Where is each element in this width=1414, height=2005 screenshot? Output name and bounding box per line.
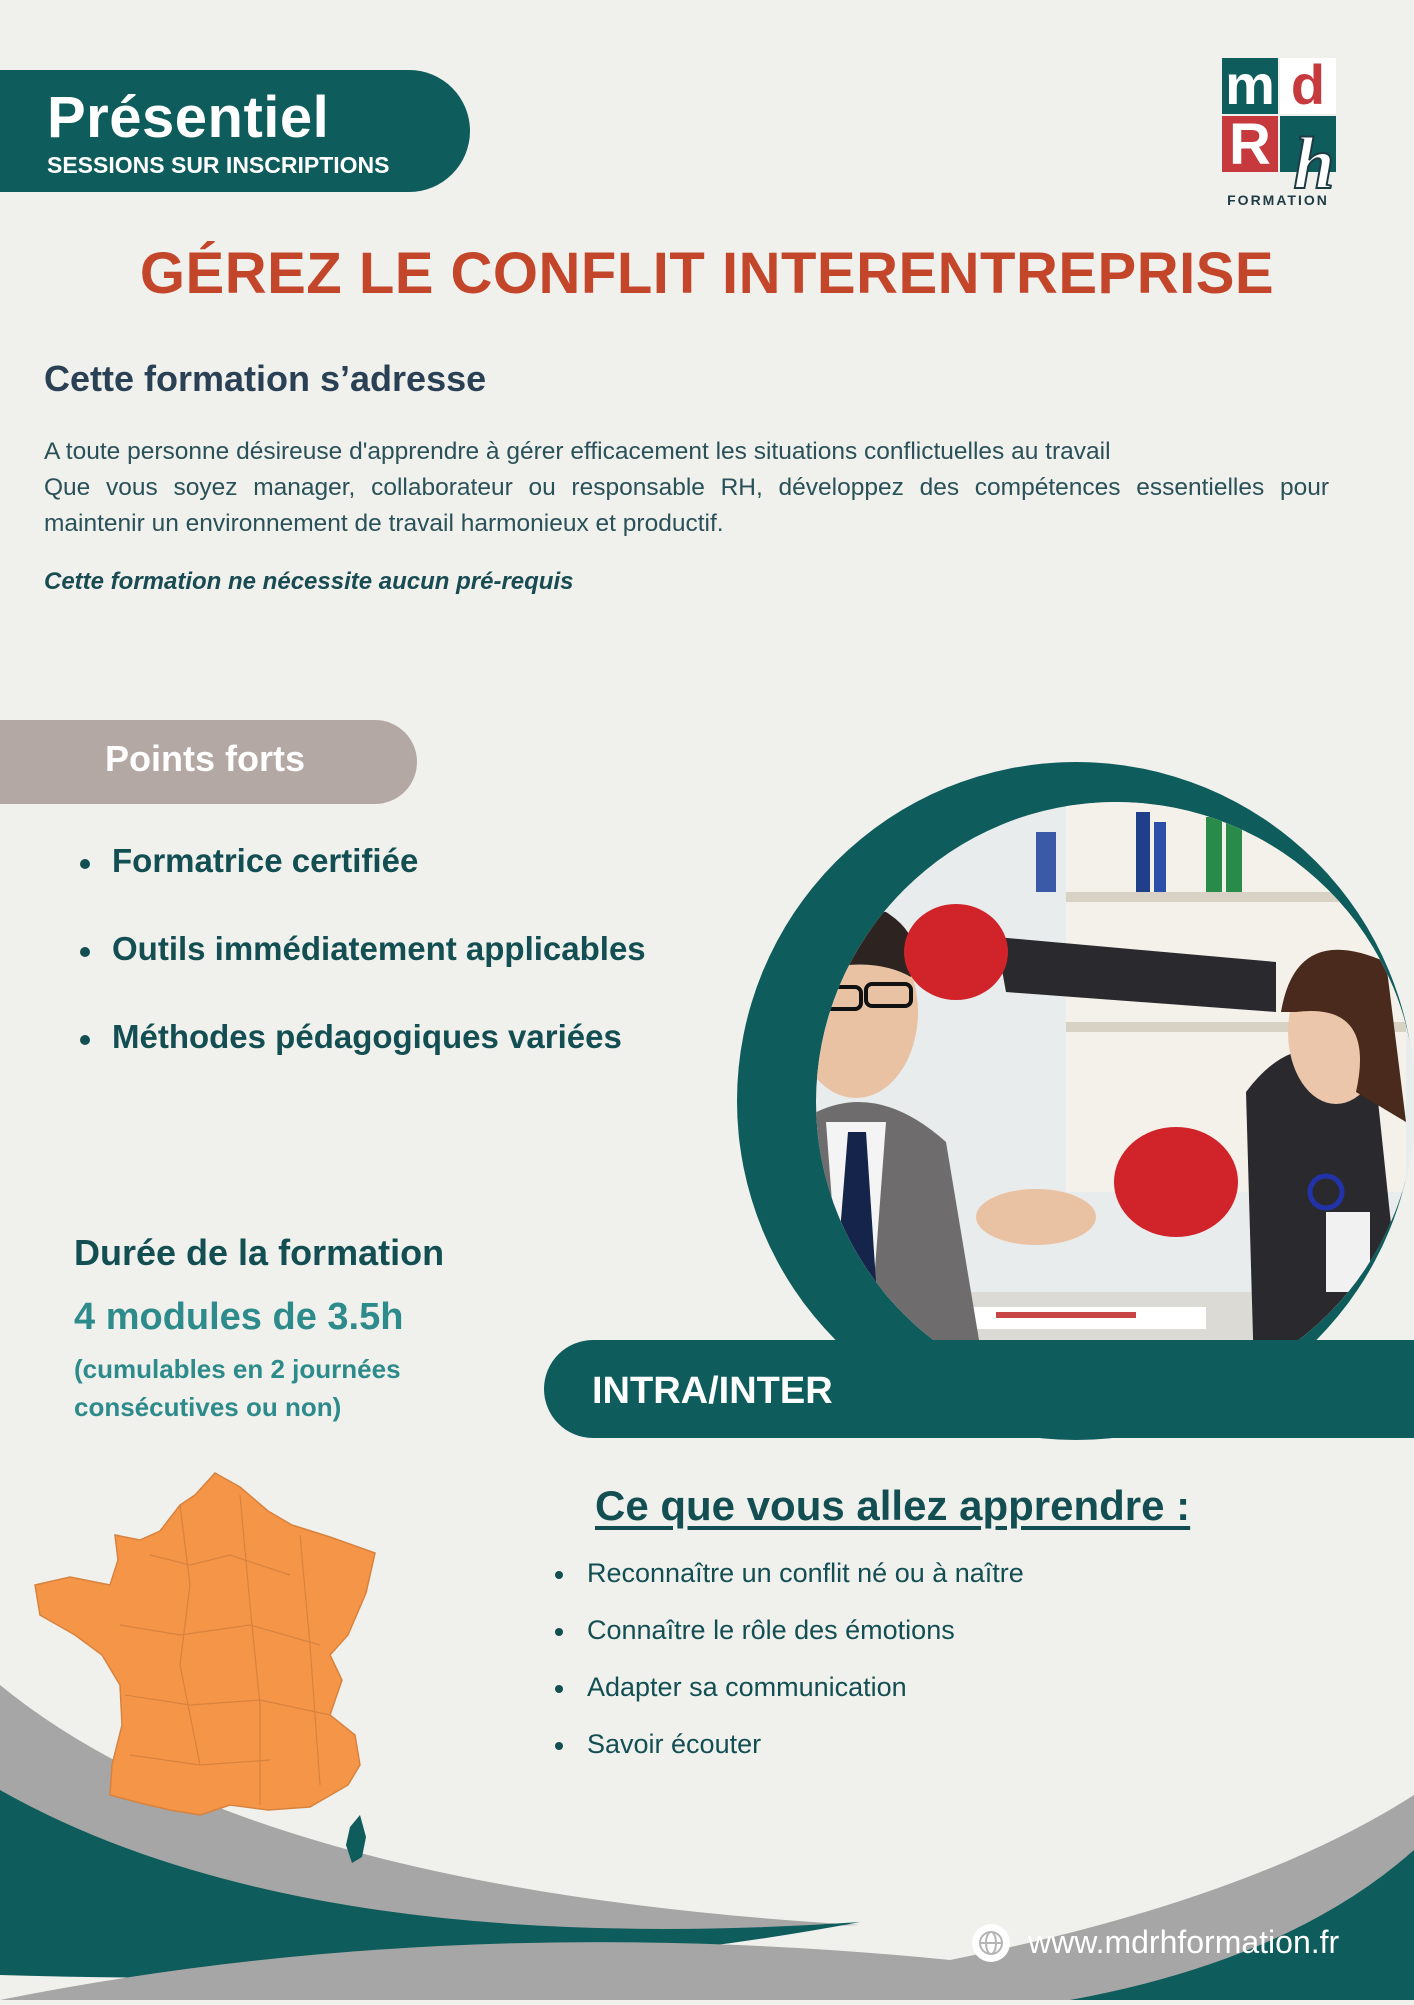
logo-letter-h: h — [1293, 123, 1335, 192]
logo-letter-r: R — [1229, 112, 1271, 177]
duration-note: (cumulables en 2 journées consécutives ou non) — [74, 1354, 401, 1422]
strength-item: Formatrice certifiée — [70, 842, 646, 930]
format-bar — [544, 1340, 1414, 1438]
duration-value: 4 modules de 3.5h — [74, 1296, 404, 1338]
audience-line-1: A toute personne désireuse d'apprendre à gérer efficacement les situations conflictuelles au travail — [44, 438, 1111, 465]
strengths-label: Points forts — [105, 738, 306, 779]
presentiel-badge — [0, 70, 470, 192]
globe-icon — [972, 1924, 1010, 1962]
strength-item: Outils immédiatement applicables — [70, 930, 646, 1018]
audience-heading: Cette formation s’adresse — [44, 358, 487, 399]
strengths-label-pill — [0, 720, 417, 804]
badge-title: Présentiel — [47, 85, 330, 150]
logo-mark — [1208, 56, 1348, 192]
learn-heading: Ce que vous allez apprendre : — [595, 1482, 1191, 1529]
audience-line-2: Que vous soyez manager, collaborateur ou responsable RH, développez des compétences essentielles pour maintenir un environnement de travail harmonieux et productif. — [44, 474, 1329, 537]
format-label: INTRA/INTER — [592, 1370, 833, 1412]
duration-heading: Durée de la formation — [74, 1232, 445, 1273]
learn-item: Savoir écouter — [555, 1729, 1024, 1786]
learn-item: Connaître le rôle des émotions — [555, 1615, 1024, 1672]
mdrh-logo — [1208, 56, 1348, 216]
logo-letter-m: m — [1225, 56, 1275, 116]
audience-description — [44, 434, 1329, 542]
prerequisite-note: Cette formation ne nécessite aucun pré-requis — [44, 568, 574, 595]
conflict-photo — [736, 762, 1414, 1440]
strength-item: Méthodes pédagogiques variées — [70, 1018, 646, 1106]
page-title: GÉREZ LE CONFLIT INTERENTREPRISE — [139, 241, 1275, 306]
logo-caption: FORMATION — [1227, 192, 1329, 208]
learn-item: Reconnaître un conflit né ou à naître — [555, 1558, 1024, 1615]
website-url[interactable]: www.mdrhformation.fr — [1028, 1924, 1340, 1960]
france-map-icon — [30, 1465, 390, 1865]
learn-item: Adapter sa communication — [555, 1672, 1024, 1729]
strengths-list — [70, 842, 646, 1106]
badge-subtitle: SESSIONS SUR INSCRIPTIONS — [47, 152, 390, 178]
logo-letter-d: d — [1290, 56, 1326, 116]
